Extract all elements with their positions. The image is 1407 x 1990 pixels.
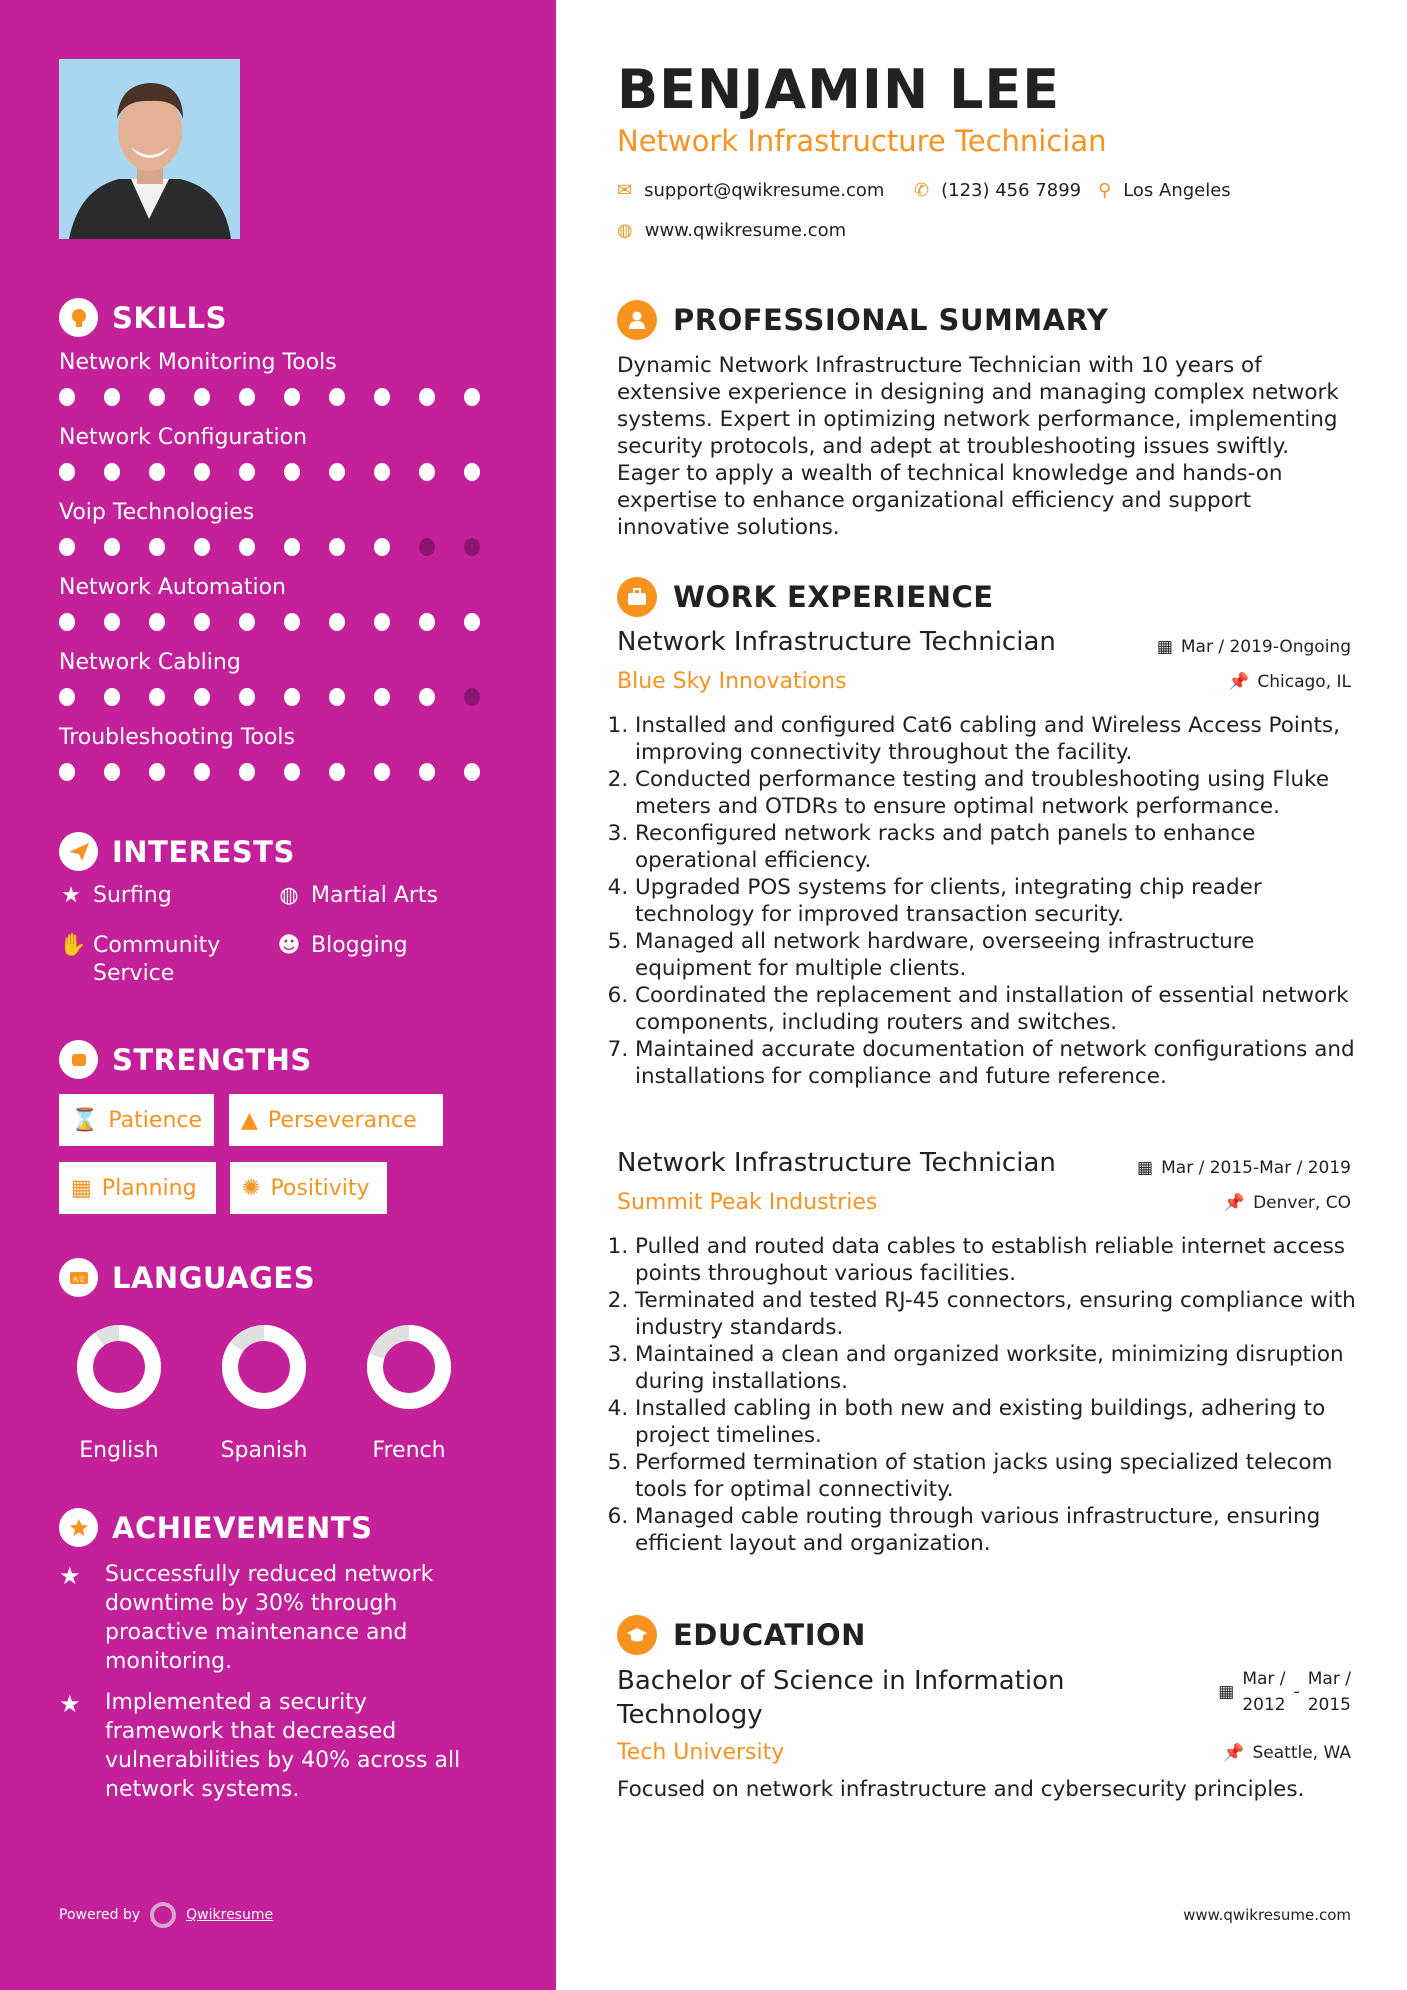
rating-dot [104,763,120,781]
job-title: Network Infrastructure Technician [617,627,1056,657]
skill-item [59,725,509,781]
language-level-ring [76,1324,162,1410]
shooting-star-icon: ★ [59,1562,81,1590]
sidebar [0,0,556,1990]
hand-icon: ✋ [59,933,87,958]
language-name: Spanish [220,1438,308,1463]
qwikresume-link[interactable]: Qwikresume [186,1907,274,1923]
globe-icon: ◍ [279,883,299,908]
skill-name: Voip Technologies [59,500,255,525]
rating-dot [284,388,300,406]
interest-item: ✋ Community Service [59,933,221,986]
rating-dot [104,688,120,706]
rating-dot [419,463,435,481]
rating-dot [329,538,345,556]
rating-dot [149,388,165,406]
rating-dot [329,463,345,481]
job-bullets [617,712,1357,1090]
rating-dot [419,388,435,406]
rating-dot [149,763,165,781]
hourglass-icon: ⌛ [71,1107,99,1133]
rating-dot [239,538,255,556]
award-star-icon [59,1508,98,1547]
profile-photo [59,59,240,239]
rating-dot [239,613,255,631]
rating-dot [284,688,300,706]
rating-dot [374,763,390,781]
candidate-name: BENJAMIN LEE [617,58,1061,121]
rating-dot [59,763,75,781]
rating-dot [59,688,75,706]
job-title: Network Infrastructure Technician [617,1148,1056,1178]
education-heading: EDUCATION [617,1615,866,1655]
users-icon: ☻ [277,933,301,958]
languages-heading: A文 LANGUAGES [59,1258,315,1297]
phone-icon: ✆ [914,180,930,201]
skill-rating [59,538,509,556]
rating-dot [59,538,75,556]
pin-icon: 📌 [1223,1743,1245,1763]
rating-dot [149,688,165,706]
paper-plane-icon [59,832,98,871]
rating-dot [464,688,480,706]
shooting-star-icon: ★ [59,1690,81,1718]
skill-rating [59,463,509,481]
education-dates: ▦ Mar / 2012 - Mar / 2015 [1218,1669,1351,1715]
rating-dot [194,538,210,556]
main-content [556,0,1407,1990]
rating-dot [149,613,165,631]
rating-dot [239,463,255,481]
strength-badge: ▦ Planning [59,1162,216,1214]
achievement-item: ★ Implemented a security framework that decreased vulnerabilities by 40% across all network systems. [59,1690,461,1802]
calendar-icon: ▦ [1137,1158,1154,1178]
language-ring-fill [85,1333,153,1401]
rating-dot [329,688,345,706]
rating-dot [104,538,120,556]
degree-title: Bachelor of Science in Information Technology [617,1666,1065,1730]
skill-rating [59,388,509,406]
summary-heading: PROFESSIONAL SUMMARY [617,300,1108,340]
skill-name: Troubleshooting Tools [59,725,295,750]
rating-dot [464,613,480,631]
rating-dot [104,388,120,406]
footer-website[interactable]: www.qwikresume.com [1183,1906,1351,1924]
skill-name: Network Cabling [59,650,241,675]
rating-dot [194,613,210,631]
strengths-heading: STRENGTHS [59,1040,312,1079]
job-bullet: 3. Maintained a clean and organized worksite, minimizing disruption during installations. [635,1341,1357,1395]
strength-badge: ⌛ Patience [59,1094,214,1146]
education-location: 📌 Seattle, WA [1223,1743,1351,1763]
rating-dot [374,538,390,556]
rating-dot [284,613,300,631]
rating-dot [284,763,300,781]
job-company: Blue Sky Innovations [617,669,847,694]
job-bullet: 5. Managed all network hardware, overseeing infrastructure equipment for multiple clients. [635,928,1357,982]
user-icon [617,300,657,340]
contact-website[interactable]: ◍ www.qwikresume.com [617,220,847,241]
language-item [64,1324,174,1463]
skill-item [59,650,509,706]
map-marker-icon: ⚲ [1098,180,1112,201]
rating-dot [59,388,75,406]
job-bullet: 6. Coordinated the replacement and installation of essential network components, including routers and switches. [635,982,1357,1036]
rating-dot [194,763,210,781]
rating-dot [329,388,345,406]
skill-name: Network Automation [59,575,286,600]
job-bullet: 4. Installed cabling in both new and existing buildings, adhering to project timelines. [635,1395,1357,1449]
rating-dot [329,763,345,781]
job-dates: ▦ Mar / 2019-Ongoing [1156,637,1351,657]
skills-heading: SKILLS [59,298,227,337]
skill-item [59,500,509,556]
rating-dot [239,388,255,406]
rating-dot [284,463,300,481]
job-dates: ▦ Mar / 2015-Mar / 2019 [1137,1158,1351,1178]
sun-icon: ✺ [242,1175,261,1201]
job-bullets [617,1233,1357,1557]
skill-item [59,425,509,481]
contact-phone[interactable]: ✆ (123) 456 7899 [914,180,1082,201]
job-bullet: 1. Installed and configured Cat6 cabling and Wireless Access Points, improving connectivity throughout the facility. [635,712,1357,766]
job-bullet: 3. Reconfigured network racks and patch panels to enhance operational efficiency. [635,820,1357,874]
skill-name: Network Configuration [59,425,308,450]
powered-by: Powered by Qwikresume [59,1902,273,1928]
job-bullet: 7. Maintained accurate documentation of network configurations and installations for compliance and future reference. [635,1036,1357,1090]
language-item [354,1324,464,1463]
qwikresume-logo-icon [150,1902,176,1928]
language-item [209,1324,319,1463]
job-company: Summit Peak Industries [617,1190,878,1215]
language-level-ring [221,1324,307,1410]
school-name: Tech University [617,1740,785,1765]
rating-dot [419,688,435,706]
rating-dot [374,613,390,631]
rating-dot [464,388,480,406]
language-name: English [79,1438,159,1463]
rating-dot [194,688,210,706]
calendar-icon: ▦ [1218,1682,1235,1702]
globe-icon: ◍ [617,220,633,241]
experience-heading: WORK EXPERIENCE [617,577,994,617]
rating-dot [464,763,480,781]
graduation-cap-icon [617,1615,657,1655]
rating-dot [149,538,165,556]
pin-icon: 📌 [1223,1193,1246,1213]
candidate-title: Network Infrastructure Technician [617,124,1107,158]
rating-dot [329,613,345,631]
job-bullet: 6. Managed cable routing through various infrastructure, ensuring efficient layout and organization. [635,1503,1357,1557]
achievements-heading: ACHIEVEMENTS [59,1508,372,1547]
pin-icon: 📌 [1228,672,1250,692]
education-description: Focused on network infrastructure and cybersecurity principles. [617,1777,1305,1802]
job-bullet: 2. Terminated and tested RJ-45 connectors, ensuring compliance with industry standards. [635,1287,1357,1341]
svg-text:A文: A文 [72,1275,85,1283]
rating-dot [374,388,390,406]
calendar-icon: ▦ [1156,637,1173,657]
job-bullet: 5. Performed termination of station jacks using specialized telecom tools for optimal connectivity. [635,1449,1357,1503]
rating-dot [104,463,120,481]
star-icon: ★ [61,883,81,908]
rating-dot [374,463,390,481]
skill-item [59,350,509,406]
contact-email[interactable]: ✉ support@qwikresume.com [617,180,885,201]
briefcase-icon [617,577,657,617]
rating-dot [464,538,480,556]
achievement-item: ★ Successfully reduced network downtime by 30% through proactive maintenance and monitoring. [59,1562,434,1674]
rating-dot [419,613,435,631]
interest-item: ◍ Martial Arts [277,882,438,910]
interests-heading: INTERESTS [59,832,295,871]
language-level-ring [366,1324,452,1410]
summary-text: Dynamic Network Infrastructure Technician with 10 years of extensive experience in designing and managing complex network systems. Expert in optimizing network performance, implementing security protocols, and adept at troubleshooting issues swiftly. Eager to apply a wealth of technical knowledge and hands-on expertise to enhance organizational efficiency and support innovative solutions. [617,353,1339,540]
road-icon: ▲ [241,1107,258,1133]
strength-badge: ▲ Perseverance [229,1094,443,1146]
rating-dot [239,763,255,781]
rating-dot [194,388,210,406]
rating-dot [464,463,480,481]
job-bullet: 2. Conducted performance testing and troubleshooting using Fluke meters and OTDRs to ensure optimal network performance. [635,766,1357,820]
skill-rating [59,613,509,631]
rating-dot [104,613,120,631]
skill-rating [59,763,509,781]
fist-icon [59,1040,98,1079]
contact-location: ⚲ Los Angeles [1098,180,1231,201]
job-bullet: 4. Upgraded POS systems for clients, integrating chip reader technology for improved transaction security. [635,874,1357,928]
rating-dot [239,688,255,706]
job-bullet: 1. Pulled and routed data cables to establish reliable internet access points throughout various facilities. [635,1233,1357,1287]
rating-dot [59,613,75,631]
rating-dot [374,688,390,706]
job-location: 📌 Chicago, IL [1228,672,1351,692]
language-name: French [372,1438,446,1463]
rating-dot [59,463,75,481]
skill-name: Network Monitoring Tools [59,350,337,375]
skill-rating [59,688,509,706]
envelope-icon: ✉ [617,180,633,201]
strength-badge: ✺ Positivity [230,1162,387,1214]
rating-dot [419,763,435,781]
interest-item: ☻ Blogging [277,933,408,958]
interest-item: ★ Surfing [59,882,172,910]
rating-dot [149,463,165,481]
job-location: 📌 Denver, CO [1223,1193,1351,1213]
rating-dot [194,463,210,481]
skill-item [59,575,509,631]
rating-dot [284,538,300,556]
language-icon [59,1258,98,1297]
rating-dot [419,538,435,556]
calendar-icon: ▦ [71,1175,92,1201]
lightbulb-icon [59,298,98,337]
